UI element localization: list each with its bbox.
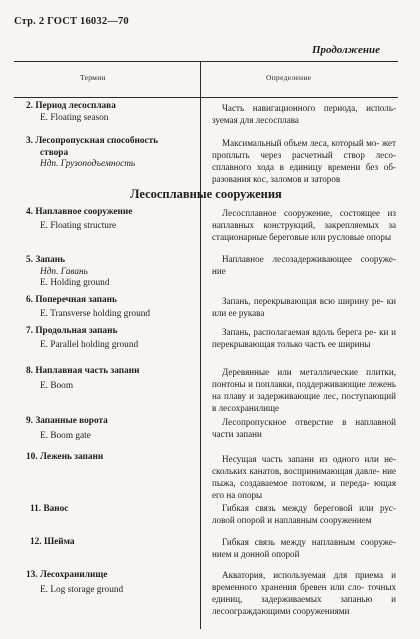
definition-5: Наплавное лесозадерживающее сооруже- ние xyxy=(212,254,396,276)
term-alt: Ндп. Гавань xyxy=(40,266,88,277)
definition-13: Акватория, используемая для приема и временного хранения бревен или сло- точных единиц, задерживаемых запанью и лесоограждающими сооружениями xyxy=(212,570,396,616)
column-header-term: Термин xyxy=(80,73,106,82)
term-ru: 5. Запань xyxy=(26,255,66,265)
column-header-definition: Определение xyxy=(266,73,312,82)
definition-11: Гибкая связь между береговой или рус- ловой опорой и наплавным сооружением xyxy=(212,503,396,525)
term-en: E. Floating structure xyxy=(40,220,117,231)
term-ru: 11. Ванос xyxy=(30,504,69,514)
definition-7: Запань, располагаемая вдоль берега ре- ки и перекрывающая только часть ее ширины xyxy=(212,327,396,349)
continued-label: Продолжение xyxy=(311,44,380,56)
term-ru: 2. Период лесосплава xyxy=(26,101,116,111)
term-11 xyxy=(26,504,194,516)
term-ru: 8. Наплавная часть запани xyxy=(26,366,140,376)
term-en: E. Floating season xyxy=(40,112,109,123)
term-en: E. Parallel holding ground xyxy=(40,339,139,350)
definition-4: Лесосплавное сооружение, состоящее из наплавных конструкций, закрепляемых за стационарные береговые или русловые опоры xyxy=(212,208,396,242)
term-en: E. Boom gate xyxy=(40,430,91,441)
term-ru: 4. Наплавное сооружение xyxy=(26,207,133,217)
term-ru: 3. Лесопропускная способность xyxy=(26,136,159,146)
term-en: E. Holding ground xyxy=(40,278,110,288)
term-ru: 6. Поперечная запань xyxy=(26,295,117,305)
definition-12: Гибкая связь между наплавным сооруже- нием и донной опорой xyxy=(212,537,396,559)
term-en: E. Boom xyxy=(40,380,74,391)
table-header-rule xyxy=(14,97,398,98)
definition-3: Максимальный объем леса, который мо- жет проплыть через расчетный створ лесо- сплавного хода в единицу времени без об- разования кос, заломов и заторов xyxy=(212,138,396,184)
term-13 xyxy=(26,570,194,596)
terms-table xyxy=(14,61,398,629)
definition-9: Лесопропускное отверстие в наплавной части запани xyxy=(212,417,396,439)
definition-8: Деревянные или металлические плитки, понтоны и поплавки, поддерживающие лежень на плаву и задерживающие лес, поступающий в лесохранилище xyxy=(212,367,397,413)
term-3 xyxy=(26,136,194,171)
table-column-divider xyxy=(200,61,201,629)
term-alt: Ндп. Грузоподъемность xyxy=(40,159,136,169)
term-7 xyxy=(26,326,194,351)
term-2 xyxy=(26,101,194,124)
term-ru: 12. Шейма xyxy=(30,537,75,547)
table-top-rule xyxy=(14,61,398,62)
term-5 xyxy=(26,255,194,290)
term-6 xyxy=(26,295,194,320)
term-8 xyxy=(26,366,194,392)
term-4 xyxy=(26,207,194,232)
term-ru: 10. Лежень запани xyxy=(26,452,104,462)
term-ru-cont: створа xyxy=(40,147,69,158)
term-ru: 13. Лесохранилище xyxy=(26,570,108,580)
term-9 xyxy=(26,416,194,442)
definition-2: Часть навигационного периода, исполь- зуемая для лесосплава xyxy=(212,103,396,125)
term-en: E. Transverse holding ground xyxy=(40,308,151,319)
term-en: E. Log storage ground xyxy=(40,584,124,595)
definition-6: Запань, перекрывающая всю ширину ре- ки или ее рукава xyxy=(212,296,397,318)
term-ru: 9. Запанные ворота xyxy=(26,416,108,426)
term-10 xyxy=(26,452,194,464)
definition-10: Несущая часть запани из одного или не- скольких канатов, воспринимающая давле- ние пыжа, создаваемое потоком, и переда- ющая его на опоры xyxy=(212,454,396,500)
section-title: Лесосплавные сооружения xyxy=(130,187,282,201)
term-12 xyxy=(26,537,194,549)
page-header: Стр. 2 ГОСТ 16032—70 xyxy=(14,16,129,27)
term-ru: 7. Продольная запань xyxy=(26,326,118,336)
